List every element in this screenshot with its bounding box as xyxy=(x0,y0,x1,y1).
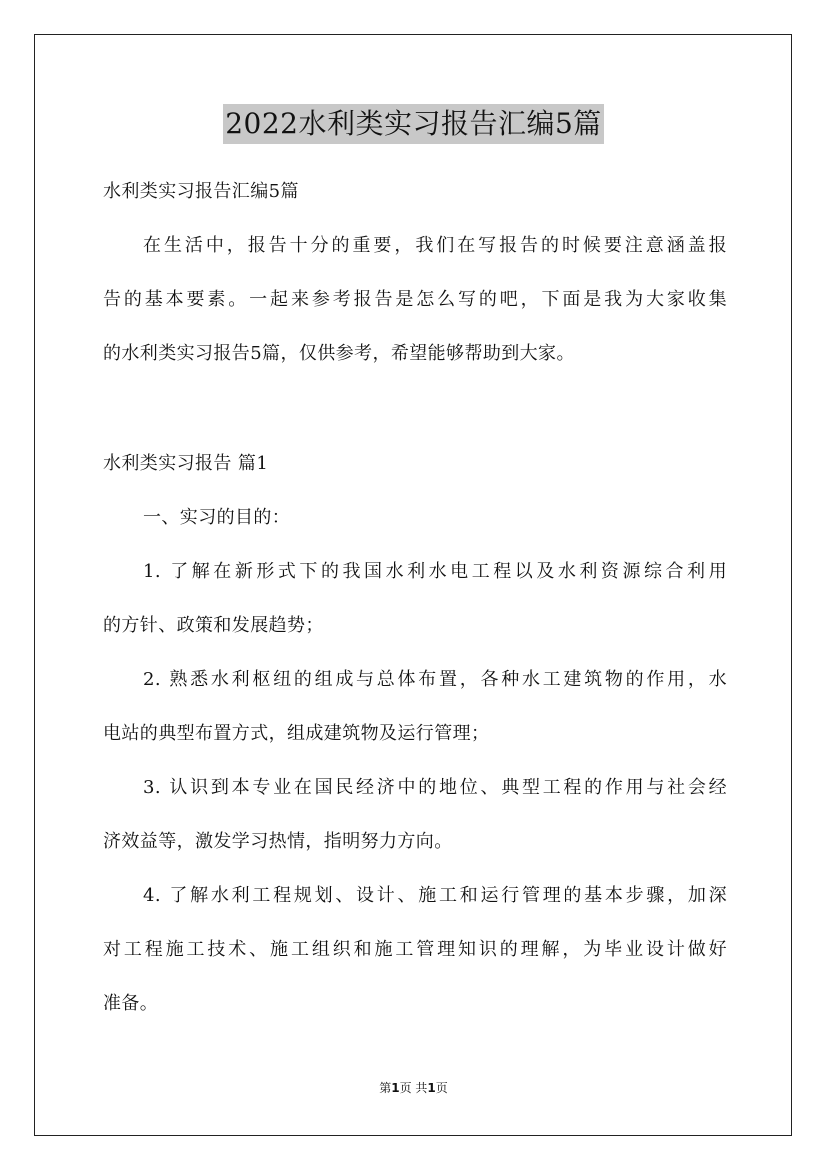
section-heading-text: 水利类实习报告 篇1 xyxy=(103,453,269,474)
page-suffix: 页 xyxy=(435,1081,448,1095)
list-item-line: 的方针、政策和发展趋势； xyxy=(103,615,324,636)
intro-line: 的水利类实习报告5篇，仅供参考，希望能够帮助到大家。 xyxy=(103,343,575,364)
list-item-line: 电站的典型布置方式，组成建筑物及运行管理； xyxy=(103,723,490,744)
document-title: 2022水利类实习报告汇编5篇 xyxy=(223,104,604,144)
page-mid: 页 共 xyxy=(399,1081,428,1095)
page-footer xyxy=(0,1080,827,1096)
list-item-line: 1. 了解在新形式下的我国水利水电工程以及水利资源综合利用 xyxy=(143,561,727,582)
list-item-2 xyxy=(103,653,727,761)
intro-line: 告的基本要素。一起来参考报告是怎么写的吧，下面是我为大家收集 xyxy=(103,289,727,310)
list-item-line: 2. 熟悉水利枢纽的组成与总体布置，各种水工建筑物的作用，水 xyxy=(143,669,727,690)
page-current: 1 xyxy=(391,1081,400,1095)
purpose-heading-text: 一、实习的目的： xyxy=(143,507,291,528)
list-item-line: 对工程施工技术、施工组织和施工管理知识的理解，为毕业设计做好 xyxy=(103,939,727,960)
subtitle-text: 水利类实习报告汇编5篇 xyxy=(103,181,299,202)
list-item-4 xyxy=(103,869,727,1031)
purpose-heading xyxy=(103,491,727,545)
list-item-line: 准备。 xyxy=(103,993,159,1014)
list-item-3 xyxy=(103,761,727,869)
intro-line: 在生活中，报告十分的重要，我们在写报告的时候要注意涵盖报 xyxy=(143,235,727,256)
document-subtitle xyxy=(103,165,727,219)
page-total: 1 xyxy=(427,1081,436,1095)
page-prefix: 第 xyxy=(379,1081,392,1095)
list-item-line: 3. 认识到本专业在国民经济中的地位、典型工程的作用与社会经 xyxy=(143,777,727,798)
list-item-line: 4. 了解水利工程规划、设计、施工和运行管理的基本步骤，加深 xyxy=(143,885,727,906)
intro-paragraph xyxy=(103,219,727,381)
list-item-line: 济效益等，激发学习热情，指明努力方向。 xyxy=(103,831,453,852)
section-heading xyxy=(103,437,727,491)
list-item-1 xyxy=(103,545,727,653)
title-container xyxy=(0,104,827,144)
